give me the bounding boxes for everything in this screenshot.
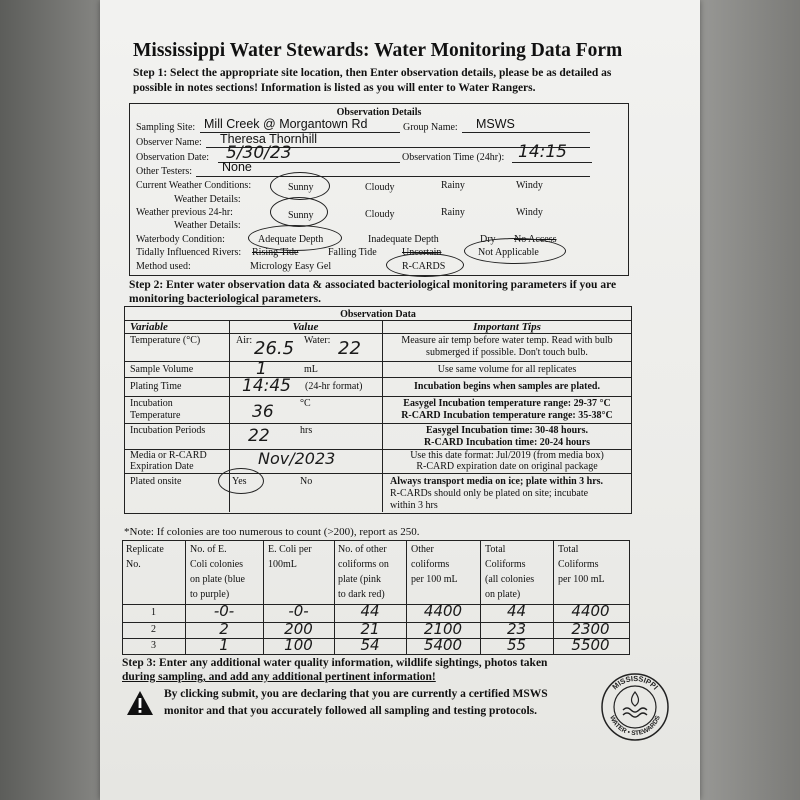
observer-label: Observer Name:: [136, 137, 202, 148]
header-other-per-100ml: Other coliforms per 100 mL: [411, 544, 458, 585]
inc-temp-tip-2: R-CARD Incubation temperature range: 35-38°C: [401, 410, 613, 421]
waterbody-no-access[interactable]: No Access: [514, 234, 557, 245]
weather-option-rainy[interactable]: Rainy: [441, 180, 465, 191]
table-rule: [124, 361, 632, 362]
row3-ecoli-colonies[interactable]: 1: [219, 636, 229, 654]
waterbody-adequate[interactable]: Adequate Depth: [258, 234, 324, 245]
row2-total-per-100ml[interactable]: 2300: [571, 620, 610, 638]
table-rule: [124, 396, 632, 397]
rcards-circle-mark: [386, 253, 464, 277]
msws-seal-logo: [600, 672, 670, 742]
col-value: Value: [292, 321, 319, 333]
step1-line1: Step 1: Select the appropriate site location, then Enter observation details, please be as detailed as: [133, 67, 612, 79]
header-other-coliforms: No. of other coliforms on plate (pink to dark red): [338, 544, 389, 600]
plated-yes[interactable]: Yes: [232, 476, 247, 487]
prev-weather-details-label: Weather Details:: [174, 220, 241, 231]
waterbody-inadequate[interactable]: Inadequate Depth: [368, 234, 439, 245]
weather-option-sunny[interactable]: Sunny: [288, 182, 314, 193]
svg-text:WATER • STEWARDS: WATER • STEWARDS: [608, 714, 662, 738]
col-variable: Variable: [130, 321, 168, 333]
not-applicable-circle-mark: [464, 238, 566, 264]
row2-replicate: 2: [151, 624, 156, 635]
row1-ecoli-per-100ml[interactable]: -0-: [288, 602, 309, 620]
prev-option-rainy[interactable]: Rainy: [441, 207, 465, 218]
media-tip-1: Use this date format: Jul/2019 (from media box): [410, 450, 604, 461]
header-total-coliforms: Total Coliforms (all colonies on plate): [485, 544, 535, 600]
media-expiration-value[interactable]: Nov/2023: [258, 449, 336, 468]
plating-time-value[interactable]: 14:45: [242, 376, 291, 396]
inc-period-tip-1: Easygel Incubation time: 30-48 hours.: [426, 425, 588, 436]
weather-option-cloudy[interactable]: Cloudy: [365, 182, 395, 193]
row2-total-coliforms[interactable]: 23: [506, 620, 527, 638]
time-label: Observation Time (24hr):: [402, 152, 505, 163]
tidal-rising[interactable]: Rising Tide: [252, 247, 299, 258]
prev-option-windy[interactable]: Windy: [516, 207, 543, 218]
observer-value[interactable]: Theresa Thornhill: [220, 132, 318, 146]
group-name-label: Group Name:: [403, 122, 458, 133]
prev-option-sunny[interactable]: Sunny: [288, 210, 314, 221]
group-name-value[interactable]: MSWS: [476, 117, 515, 131]
prev-sunny-circle-mark: [270, 197, 328, 227]
row2-other-coliforms[interactable]: 21: [360, 620, 380, 638]
weather-option-windy[interactable]: Windy: [516, 180, 543, 191]
background-right: [690, 0, 800, 800]
tidal-label: Tidally Influenced Rivers:: [136, 247, 242, 258]
inc-period-value[interactable]: 22: [248, 426, 270, 446]
header-ecoli-colonies: No. of E. Coli colonies on plate (blue to purple): [190, 544, 245, 600]
row2-ecoli-per-100ml[interactable]: 200: [284, 620, 313, 638]
sample-volume-unit: mL: [304, 364, 318, 375]
plating-time-tip: Incubation begins when samples are plated.: [414, 381, 600, 392]
media-label-2: Expiration Date: [130, 461, 194, 472]
testers-value[interactable]: None: [222, 160, 252, 174]
step1-line2: possible in notes sections! Information is listed as you will enter to Water Rangers.: [133, 82, 536, 94]
tidal-uncertain[interactable]: Uncertain: [402, 247, 442, 258]
sampling-site-label: Sampling Site:: [136, 122, 196, 133]
row3-total-per-100ml[interactable]: 5500: [571, 636, 610, 654]
weather-details-label: Weather Details:: [174, 194, 241, 205]
step2-line2: monitoring bacteriological parameters.: [129, 293, 321, 305]
step3-line2: during sampling, and add any additional pertinent information!: [122, 671, 436, 683]
plated-tip-1: Always transport media on ice; plate within 3 hrs.: [390, 476, 604, 487]
col-important-tips: Important Tips: [473, 321, 541, 333]
inc-temp-value[interactable]: 36: [252, 402, 274, 422]
header-replicate: Replicate No.: [126, 544, 164, 570]
row3-other-coliforms[interactable]: 54: [360, 636, 380, 654]
plated-tip-3: within 3 hrs: [390, 500, 438, 511]
sample-volume-tip: Use same volume for all replicates: [437, 364, 577, 375]
plating-time-unit: (24-hr format): [305, 381, 363, 392]
declaration-line2: monitor and that you accurately followed all sampling and testing protocols.: [164, 705, 538, 717]
waterbody-dry[interactable]: Dry: [480, 234, 496, 245]
date-value[interactable]: 5/30/23: [226, 143, 292, 163]
media-tip-2: R-CARD expiration date on original package: [416, 461, 598, 472]
row2-other-per-100ml[interactable]: 2100: [423, 620, 463, 638]
row1-other-per-100ml[interactable]: 4400: [423, 602, 463, 620]
observation-details-heading: Observation Details: [336, 107, 422, 118]
row2-ecoli-colonies[interactable]: 2: [219, 620, 229, 638]
row1-other-coliforms[interactable]: 44: [360, 602, 380, 620]
tidal-falling[interactable]: Falling Tide: [328, 247, 377, 258]
sunny-circle-mark: [270, 172, 330, 200]
media-label-1: Media or R-CARD: [130, 450, 207, 461]
inc-period-unit: hrs: [300, 425, 313, 436]
water-value[interactable]: 22: [338, 338, 361, 359]
plating-time-label: Plating Time: [130, 381, 182, 392]
prev-weather-label: Weather previous 24-hr:: [136, 207, 233, 218]
group-name-line: [462, 132, 590, 133]
step2-line1: Step 2: Enter water observation data & associated bacteriological monitoring parameters if you are: [129, 279, 617, 291]
inc-temp-label-1: Incubation: [130, 398, 173, 409]
time-value[interactable]: 14:15: [518, 142, 567, 162]
tidal-not-applicable[interactable]: Not Applicable: [478, 247, 539, 258]
row3-replicate: 3: [151, 640, 156, 651]
date-label: Observation Date:: [136, 152, 210, 163]
temp-tip-1: Measure air temp before water temp. Read with bulb: [401, 335, 613, 346]
plated-yes-circle-mark: [218, 468, 264, 494]
table-rule: [124, 333, 632, 334]
step3-line1: Step 3: Enter any additional water quality information, wildlife sightings, photos taken: [122, 657, 548, 669]
observation-data-heading: Observation Data: [340, 309, 416, 320]
header-total-per-100ml: Total Coliforms per 100 mL: [558, 544, 605, 585]
inc-temp-unit: °C: [300, 398, 311, 409]
row3-ecoli-per-100ml[interactable]: 100: [284, 636, 313, 654]
plated-onsite-label: Plated onsite: [130, 476, 182, 487]
sample-volume-label: Sample Volume: [130, 364, 194, 375]
declaration-line1: By clicking submit, you are declaring that you are currently a certified MSWS: [164, 688, 548, 700]
method-label: Method used:: [136, 261, 191, 272]
sampling-site-value[interactable]: Mill Creek @ Morgantown Rd: [204, 117, 368, 131]
temperature-label: Temperature (°C): [130, 335, 201, 346]
svg-text:MISSISSIPPI: MISSISSIPPI: [610, 673, 660, 692]
testers-line: [196, 176, 590, 177]
inc-temp-tip-1: Easygel Incubation temperature range: 29-37 °C: [403, 398, 611, 409]
form-title: Mississippi Water Stewards: Water Monitoring Data Form: [133, 40, 623, 61]
row1-total-per-100ml[interactable]: 4400: [571, 602, 610, 620]
sample-volume-value[interactable]: 1: [256, 359, 267, 379]
table-rule: [124, 377, 632, 378]
plated-no[interactable]: No: [300, 476, 313, 487]
row3-other-per-100ml[interactable]: 5400: [423, 636, 463, 654]
warning-icon: [126, 690, 154, 716]
water-label: Water:: [304, 335, 331, 346]
table-rule: [124, 473, 632, 474]
colonies-note: *Note: If colonies are too numerous to count (>200), report as 250.: [124, 526, 420, 538]
row1-replicate: 1: [151, 607, 156, 618]
waterbody-label: Waterbody Condition:: [136, 234, 225, 245]
inc-period-tip-2: R-CARD Incubation time: 20-24 hours: [423, 437, 591, 448]
data-form-paper: [100, 0, 700, 800]
current-weather-label: Current Weather Conditions:: [136, 180, 252, 191]
row1-total-coliforms[interactable]: 44: [506, 602, 527, 620]
method-rcards[interactable]: R-CARDS: [402, 261, 446, 272]
background-left: [0, 0, 105, 800]
method-easy-gel[interactable]: Micrology Easy Gel: [250, 261, 332, 272]
prev-option-cloudy[interactable]: Cloudy: [365, 209, 395, 220]
inc-temp-label-2: Temperature: [130, 410, 181, 421]
temp-tip-2: submerged if possible. Don't touch bulb.: [426, 347, 588, 358]
air-value[interactable]: 26.5: [254, 338, 295, 359]
row1-ecoli-colonies[interactable]: -0-: [213, 602, 235, 620]
time-line: [512, 162, 592, 163]
inc-period-label: Incubation Periods: [130, 425, 206, 436]
row3-total-coliforms[interactable]: 55: [506, 636, 527, 654]
testers-label: Other Testers:: [136, 166, 193, 177]
air-label: Air:: [236, 335, 253, 346]
table-rule: [124, 423, 632, 424]
header-ecoli-per-100ml: E. Coli per 100mL: [268, 544, 312, 570]
plated-tip-2: R-CARDs should only be plated on site; incubate: [390, 488, 589, 499]
